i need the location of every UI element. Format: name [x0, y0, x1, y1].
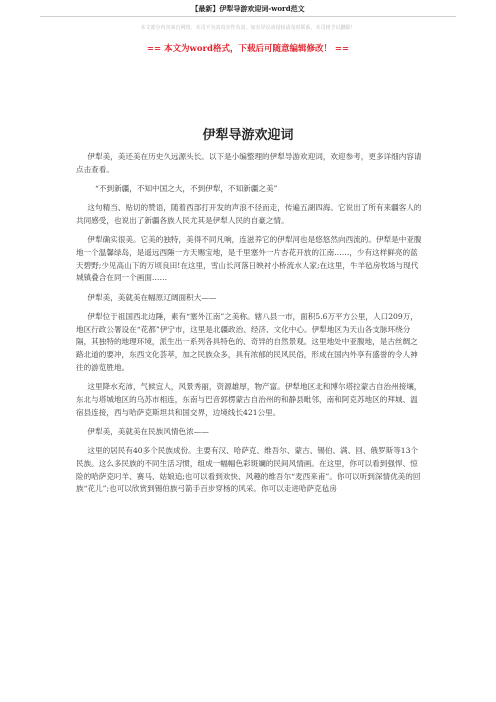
paragraph: 这里的居民有40多个民族成份。主要有汉、哈萨克、维吾尔、蒙古、锡伯、满、回、俄罗斯等13个民族。这么多民族的不同生活习惯，组成一幅幅色彩斑斓的民间风情画。在这里，你可以看到强悍、惊险的哈萨克叼羊、赛马、姑娘追;也可以看到欢快、风趣的维吾尔“麦西来甫”。你可以听到深情优美的回族“花儿”;也可以欣赏到锡伯族弓箭手百步穿杨的风采。你可以走进哈萨克毡房: [76, 446, 421, 494]
section-lead: 伊犁美，美就美在民族风情色浓——: [87, 426, 209, 436]
document-header-title: 【最新】伊犁导游欢迎词-word范文: [191, 4, 305, 13]
paragraph: 这句精当、贴切的赞语，随着西部打开发的声浪不径而走，传遍五湖四海。它说出了所有来疆客人的共同感受，也说出了新疆各族人民尤其是伊犁人民的自豪之情。: [76, 203, 422, 225]
paragraph: 伊犁确实很美。它美的独特，美得不同凡响，连滋养它的伊犁河也是悠悠然向西流的。伊犁是中亚腹地一个温馨绿岛，是遥远西陲一方天赐宝地，是千里塞外一片杏花开放的江南……，少有这样鲜亮的蓝天碧野;少见高山下的万顷良田!在这里，雪山长河落日映衬小桥流水人家;在这里，牛羊毡房牧场与现代城镇叠合在同一个画面……: [76, 235, 422, 283]
paragraph: 伊犁位于祖国西北边陲，素有“塞外江南”之美称。辖八县一市，面积5.6万平方公里，人口209万，地区行政公署设在“花都”伊宁市，这里是北疆政治、经济、文化中心。伊犁地区为天山各支脉环绕分隔，其独特的地理环境，派生出一系列各具特色的、奇异的自然景观。这里地处中亚腹地，是古丝绸之路北道的要冲，东西文化荟萃，加之民族众多，具有浓郁的民风民俗，形成在国内外享有盛誉的令人神往的游览胜地。: [76, 312, 418, 372]
disclaimer-text: 本文部分内容来自网络，本司不为其真实性负责，如有异议或侵权请及时联系，本司将予以删除！: [140, 25, 356, 31]
header-divider: [40, 16, 456, 17]
paragraph-quote: “不到新疆，不知中国之大，不到伊犁，不知新疆之美”: [95, 184, 278, 193]
section-lead: 伊犁美，美就美在幅原辽阔面积大——: [87, 292, 217, 302]
page-title: 伊犁导游欢迎词: [202, 128, 294, 143]
paragraph: 伊犁美，美还美在历史久远源头长。以下是小编整理的伊犁导游欢迎词，欢迎参考，更多详细内容请点击查看。: [76, 152, 422, 174]
paragraph: 这里降水充沛，气候宜人，风景秀丽，资源雄厚，物产富。伊犁地区北和博尔塔拉蒙古自治州接壤，东北与塔城地区的乌苏市相连，东南与巴音郭楞蒙古自治州的和静县毗邻，南和阿克苏地区的拜城、温宿县连接，西与哈萨克斯坦共和国交界，边境线长421公里。: [76, 382, 422, 417]
document-body: [76, 151, 422, 503]
editable-notice-banner: == 本文为word格式，下载后可随意编辑修改！ ==: [146, 44, 350, 54]
